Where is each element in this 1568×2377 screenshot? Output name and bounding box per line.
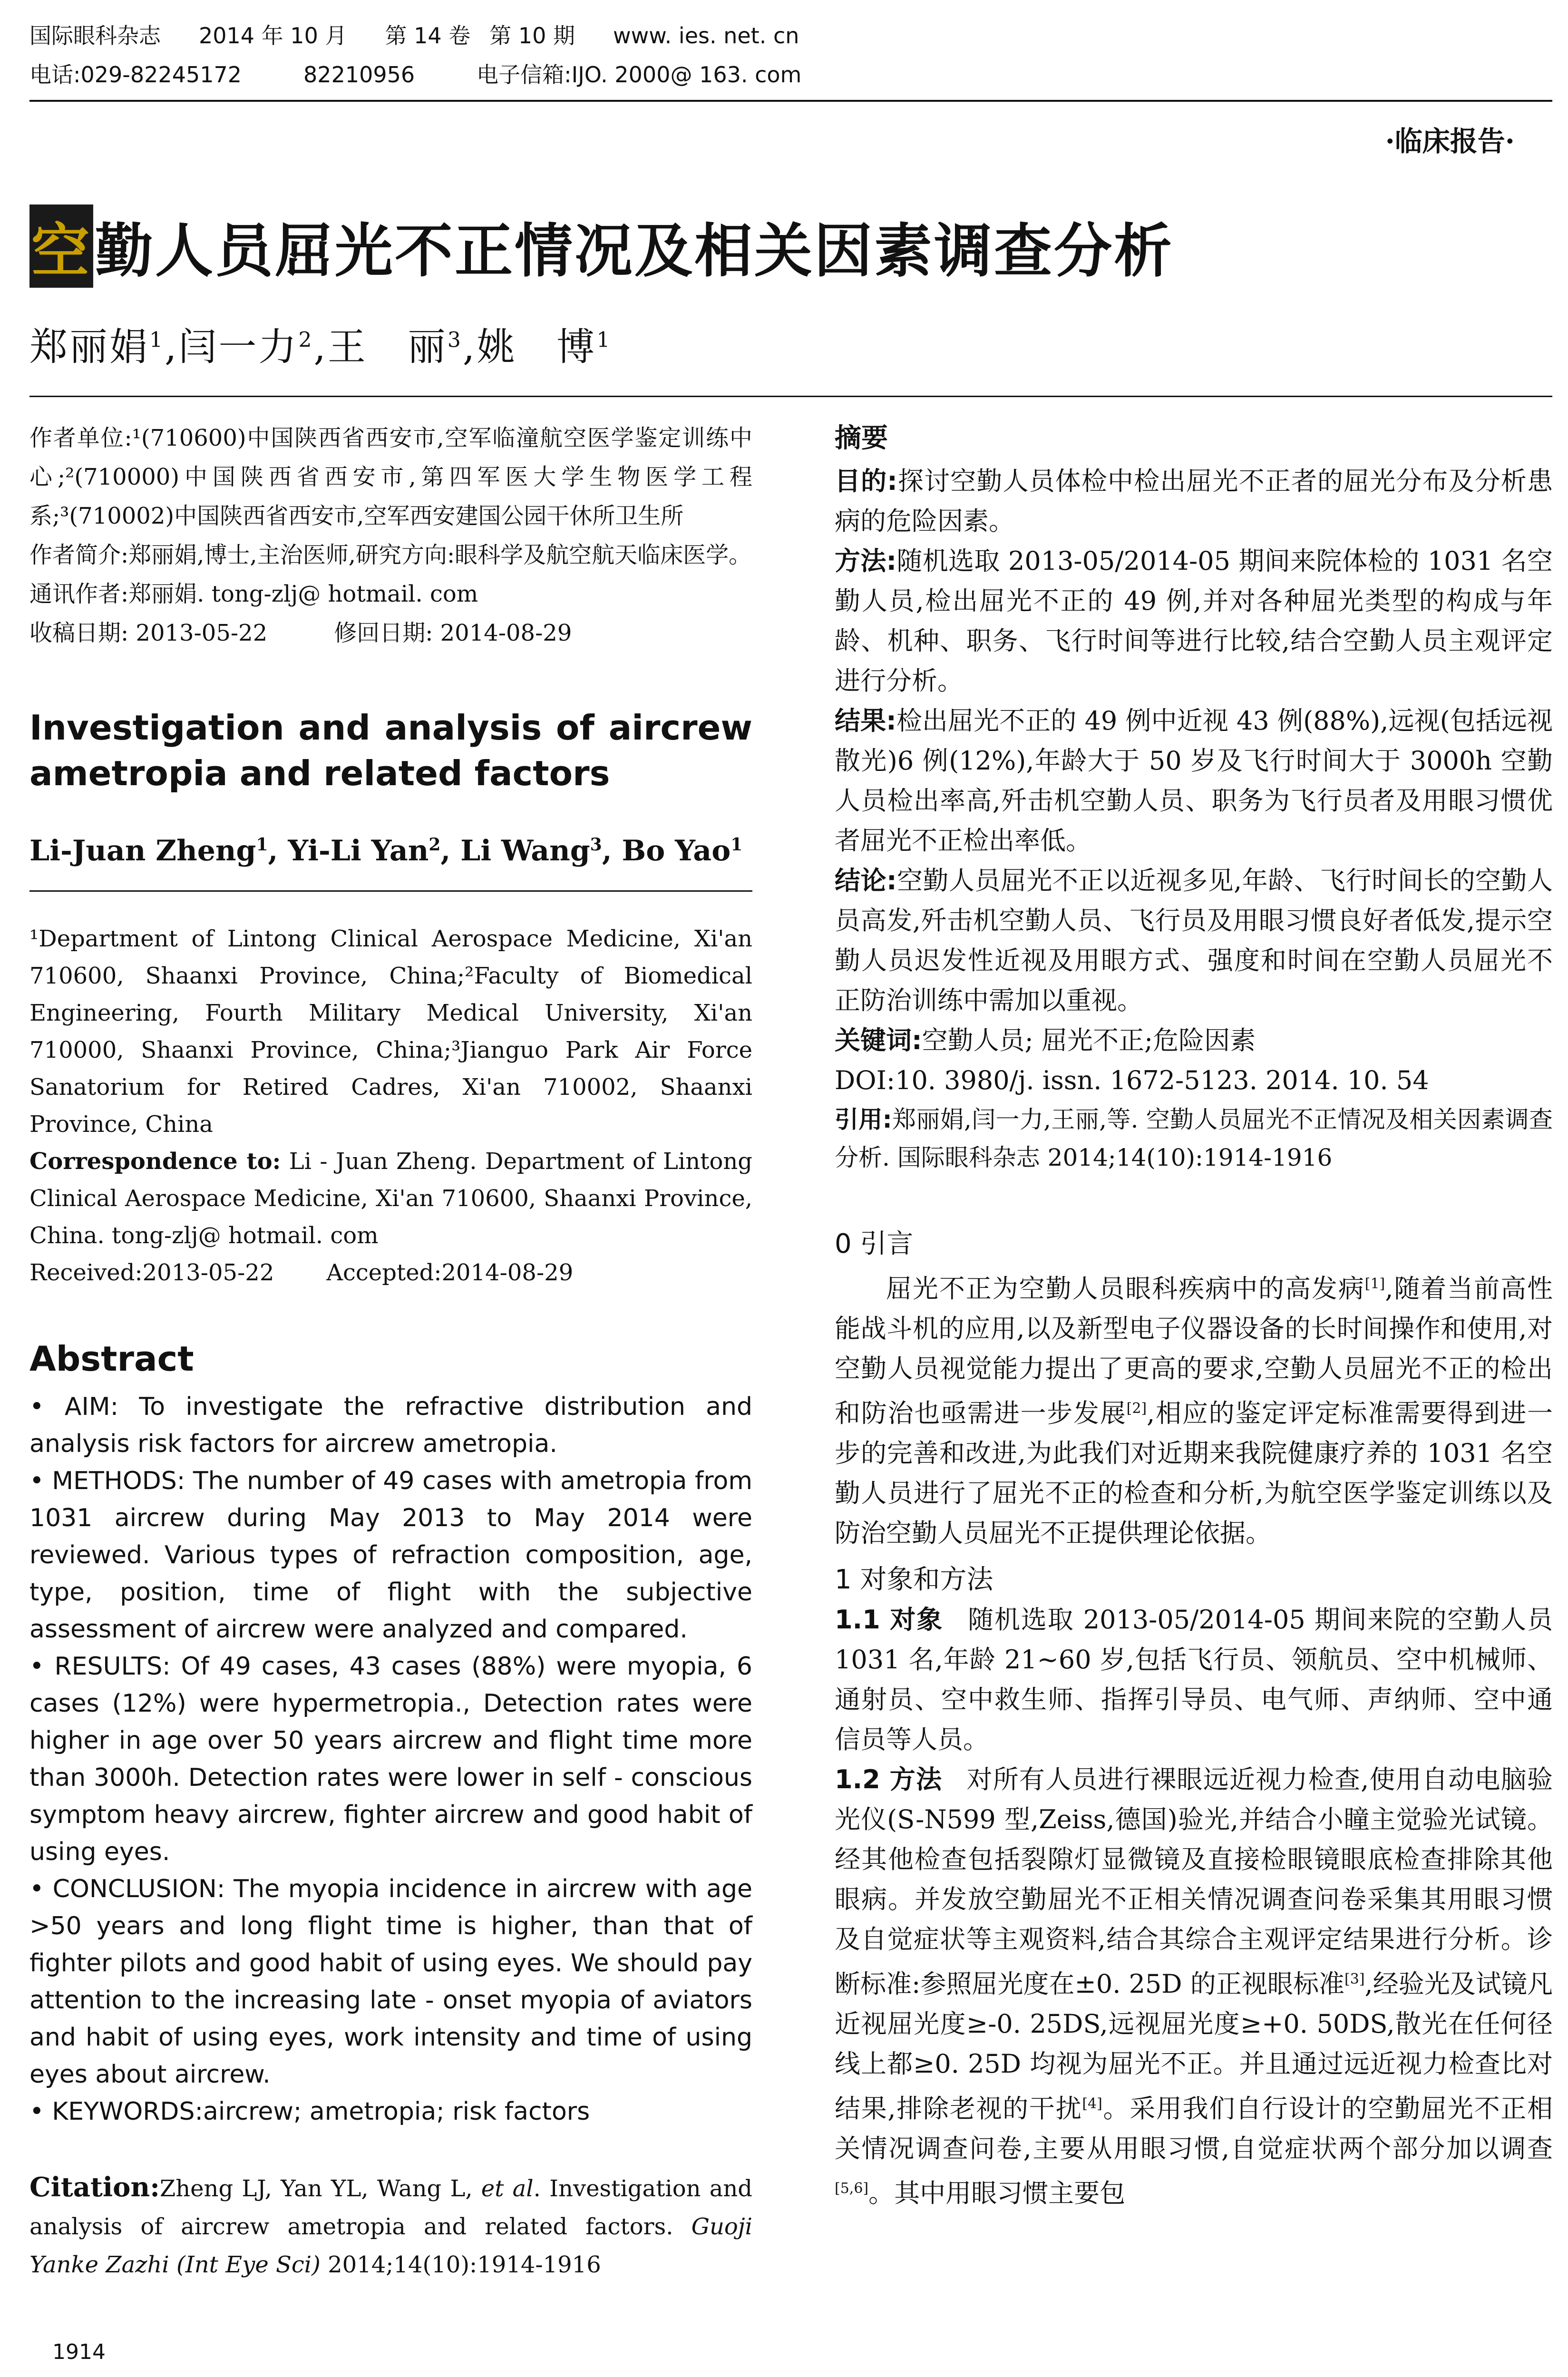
email: 电子信箱:IJO. 2000@ 163. com — [477, 62, 802, 88]
abstract-heading-en: Abstract — [29, 1339, 194, 1379]
intro-text: 屈光不正为空勤人员眼科疾病中的高发病 — [886, 1274, 1365, 1304]
received-date: 收稿日期: 2013-05-22 — [29, 620, 268, 646]
dates-cn — [29, 614, 752, 653]
column-tag: ·临床报告· — [1385, 125, 1515, 157]
abstract-en — [29, 1388, 752, 2130]
affiliation-en — [29, 920, 752, 1291]
abstract-methods-en: • METHODS: The number of 49 cases with ametropia from 1031 aircrew during May 2013 to May 2014 were reviewed. Various types of refraction composition, age, type, position, time of flight with the subjective assessment of aircrew were analyzed and compared. — [29, 1467, 752, 1644]
methods-body-text: ,经验光及试镜凡近视屈光度≥-0. 25DS,远视屈光度≥+0. 50DS,散光在任何径线上都≥0. 25D 均视为屈光不正。并且通过远近视力检查比对结果,排除老视的干扰 — [835, 1969, 1553, 2124]
author-sup: 3 — [590, 835, 602, 855]
author-sup: 1 — [149, 328, 165, 352]
accepted-en: Accepted:2014-08-29 — [326, 1259, 574, 1286]
methods-body-text: 对所有人员进行裸眼远近视力检查,使用自动电脑验光仪(S-N599 型,Zeiss,德国)验光,并结合小瞳主觉验光试镜。经其他检查包括裂隙灯显微镜及直接检眼镜眼底检查排除其他眼病。并发放空勤屈光不正相关情况调查问卷采集其用眼习惯及自觉症状等主观资料,结合其综合主观评定结果进行分析。诊断标准:参照屈光度在±0. 25D 的正视眼标准 — [835, 1764, 1553, 1999]
corr-label: Correspondence to: — [29, 1148, 281, 1175]
aim-text: 探讨空勤人员体检中检出屈光不正者的屈光分布及分析患病的危险因素。 — [835, 466, 1553, 536]
header-rule — [29, 100, 1552, 102]
aim-label: 目的: — [835, 466, 897, 496]
affiliation-cn — [29, 419, 752, 653]
citation-en — [29, 2168, 752, 2284]
citation-cn-text: 郑丽娟,闫一力,王丽,等. 空勤人员屈光不正情况及相关因素调查分析. 国际眼科杂志 2014;14(10):1914-1916 — [835, 1106, 1553, 1171]
methods-text: 随机选取 2013-05/2014-05 期间来院体检的 1031 名空勤人员,检出屈光不正的 49 例,并对各种屈光类型的构成与年龄、机种、职务、飞行时间等进行比较,结合空勤人员主观评定进行分析。 — [835, 546, 1553, 696]
objects-text: 随机选取 2013-05/2014-05 期间来院的空勤人员 1031 名,年龄 21~60 岁,包括飞行员、领航员、空中机械师、通射员、空中救生师、指挥引导员、电气师、声纳师、空中通信员等人员。 — [835, 1605, 1553, 1754]
subsection-heading-objects: 1.1 对象 — [835, 1605, 944, 1635]
reference-marker: [3] — [1344, 1971, 1365, 1987]
issue: 第 10 期 — [489, 23, 575, 49]
conclusion-text: 空勤人员屈光不正以近视多见,年龄、飞行时间长的空勤人员高发,歼击机空勤人员、飞行员及用眼习惯良好者低发,提示空勤人员迟发性近视及用眼方式、强度和时间在空勤人员屈光不正防治训练中需加以重视。 — [835, 866, 1553, 1015]
abstract-results-cn — [835, 701, 1553, 861]
keywords-text: 空勤人员; 屈光不正;危险因素 — [922, 1025, 1256, 1055]
citation-volume: 2014;14(10):1914-1916 — [320, 2251, 601, 2278]
received-en: Received:2013-05-22 — [29, 1259, 274, 1286]
citation-label: Citation: — [29, 2172, 160, 2203]
intro-text: ,随着当前高性能战斗机的应用,以及新型电子仪器设备的长时间操作和使用,对空勤人员视觉能力提出了更高的要求,空勤人员屈光不正的检出和防治也亟需进一步发展 — [835, 1274, 1553, 1428]
section-heading-intro: 0 引言 — [835, 1228, 914, 1259]
affil-units: 作者单位:¹(710600)中国陕西省西安市,空军临潼航空医学鉴定训练中心;²(710000)中国陕西省西安市,第四军医大学生物医学工程系;³(710002)中国陕西省西安市,空军西安建国公园干休所卫生所 — [29, 425, 752, 529]
author-sup: 1 — [596, 328, 612, 352]
abstract-conclusion-en: • CONCLUSION: The myopia incidence in aircrew with age >50 years and long flight time is higher, than that of fighter pilots and good habit of using eyes. We should pay attention to the increasing late - onset myopia of aviators and habit of using eyes, work intensity and time of using eyes about aircrew. — [29, 1875, 752, 2089]
author-en: Li-Juan Zheng — [29, 834, 256, 867]
author-intro: 作者简介:郑丽娟,博士,主治医师,研究方向:眼科学及航空航天临床医学。 — [29, 542, 752, 568]
conclusion-label: 结论: — [835, 866, 897, 896]
reference-marker: [2] — [1126, 1400, 1147, 1417]
intro-paragraph — [835, 1264, 1553, 1553]
reference-marker: [5,6] — [835, 2180, 869, 2197]
left-column — [29, 419, 752, 2284]
abstract-aim-en: • AIM: To investigate the refractive distribution and analysis risk factors for aircrew ametropia. — [29, 1393, 752, 1458]
citation-title: . Investigation and analysis of aircrew ametropia and related factors. — [29, 2175, 753, 2240]
abstract-aim-cn — [835, 461, 1553, 541]
keywords-label: 关键词: — [835, 1025, 922, 1055]
journal-name: 国际眼科杂志 — [29, 23, 161, 49]
authors-rule — [29, 396, 1552, 397]
author-cn: 姚 博 — [477, 325, 597, 369]
corresponding-author: 通讯作者:郑丽娟. tong-zlj@ hotmail. com — [29, 581, 478, 607]
page-number: 1914 — [52, 2340, 106, 2364]
fax: 82210956 — [303, 62, 415, 88]
abstract-conclusion-cn — [835, 861, 1553, 1021]
abstract-methods-cn — [835, 541, 1553, 701]
citation-authors: Zheng LJ, Yan YL, Wang L, — [159, 2175, 481, 2202]
issue-date: 2014 年 10 月 — [199, 23, 347, 49]
author-sup: 2 — [298, 328, 314, 352]
authors-en: Li-Juan Zheng$^1$, Yi-Li Yan$^2$, Li Wang$^3$, Bo Yao$^1$ — [29, 834, 743, 867]
reference-marker: [4] — [1082, 2095, 1102, 2112]
intro-text: ,相应的鉴定评定标准需要得到进一步的完善和改进,为此我们对近期来我院健康疗养的 1031 名空勤人员进行了屈光不正的检查和分析,为航空医学鉴定训练以及防治空勤人员屈光不正提供理论依据。 — [835, 1398, 1553, 1548]
author-cn: 王 丽 — [327, 325, 448, 369]
author-cn: 闫一力 — [178, 325, 299, 369]
revised-date: 修回日期: 2014-08-29 — [334, 620, 572, 646]
results-label: 结果: — [835, 706, 896, 736]
phone: 电话:029-82245172 — [29, 62, 242, 88]
correspondence-en — [29, 1143, 752, 1254]
author-sup: 3 — [447, 328, 463, 352]
author-sup: 1 — [730, 835, 743, 855]
citation-etal: et al — [481, 2175, 534, 2202]
abstract-keywords-en: • KEYWORDS:aircrew; ametropia; risk factors — [29, 2097, 590, 2126]
reference-marker: [1] — [1364, 1276, 1385, 1292]
subsection-heading-methods: 1.2 方法 — [835, 1764, 943, 1794]
author-cn: 郑丽娟 — [29, 325, 149, 369]
right-column — [835, 419, 1553, 2213]
methods-body-text: 。其中用眼习惯主要包 — [868, 2178, 1126, 2208]
running-header — [29, 25, 863, 86]
authors-en-rule — [29, 890, 752, 892]
methods-label: 方法: — [835, 546, 897, 576]
citation-journal: Guoji Yanke Zazhi (Int Eye Sci) — [29, 2213, 752, 2278]
volume: 第 14 卷 — [385, 23, 471, 49]
methods-paragraph — [835, 1760, 1553, 2213]
corr-text: Li - Juan Zheng. Department of Lintong Clinical Aerospace Medicine, Xi'an 710600, Shaanxi Province, China. tong-zlj@ hotmail. com — [29, 1148, 753, 1249]
abstract-heading-cn: 摘要 — [835, 423, 888, 454]
abstract-keywords-cn — [835, 1021, 1553, 1061]
dates-en — [29, 1254, 752, 1291]
results-text: 检出屈光不正的 49 例中近视 43 例(88%),远视(包括远视散光)6 例(12%),年龄大于 50 岁及飞行时间大于 3000h 空勤人员检出率高,歼击机空勤人员、职务为飞行员者及用眼习惯优者屈光不正检出率低。 — [835, 706, 1553, 856]
citation-cn — [835, 1101, 1553, 1177]
author-en: Li Wang — [460, 834, 590, 867]
abstract-results-en: • RESULTS: Of 49 cases, 43 cases (88%) were myopia, 6 cases (12%) were hypermetropia., Detection rates were higher in age over 50 years aircrew and flight time more than 3000h. Detection rates were lower in self - conscious symptom heavy aircrew, fighter aircrew and good habit of using eyes. — [29, 1652, 752, 1866]
paper-title-cn — [29, 205, 1174, 288]
authors-cn: 郑丽娟$^1$,闫一力$^2$,王 丽$^3$,姚 博$^1$ — [29, 325, 612, 369]
title-rest: 勤人员屈光不正情况及相关因素调查分析 — [95, 216, 1174, 285]
methods-body-text: 。采用我们自行设计的空勤屈光不正相关情况调查问卷,主要从用眼习惯,自觉症状两个部分加以调查 — [835, 2094, 1553, 2163]
author-sup: 1 — [256, 835, 268, 855]
website: www. ies. net. cn — [613, 23, 799, 49]
section-heading-methods: 1 对象和方法 — [835, 1564, 993, 1595]
author-en: Yi-Li Yan — [288, 834, 429, 867]
objects-paragraph — [835, 1600, 1553, 1760]
citation-cn-label: 引用: — [835, 1106, 892, 1133]
author-sup: 2 — [429, 835, 441, 855]
affil-en-text: ¹Department of Lintong Clinical Aerospace Medicine, Xi'an 710600, Shaanxi Province, China;²Faculty of Biomedical Engineering, Fourth Military Medical University, Xi'an 710000, Shaanxi Province, China;³Jianguo Park Air Force Sanatorium for Retired Cadres, Xi'an 710002, Shaanxi Province, China — [29, 925, 752, 1138]
author-en: Bo Yao — [622, 834, 731, 867]
title-first-char: 空 — [29, 205, 93, 288]
doi: DOI:10. 3980/j. issn. 1672-5123. 2014. 10. 54 — [835, 1065, 1429, 1095]
paper-title-en: Investigation and analysis of aircrew ametropia and related factors — [29, 708, 752, 793]
